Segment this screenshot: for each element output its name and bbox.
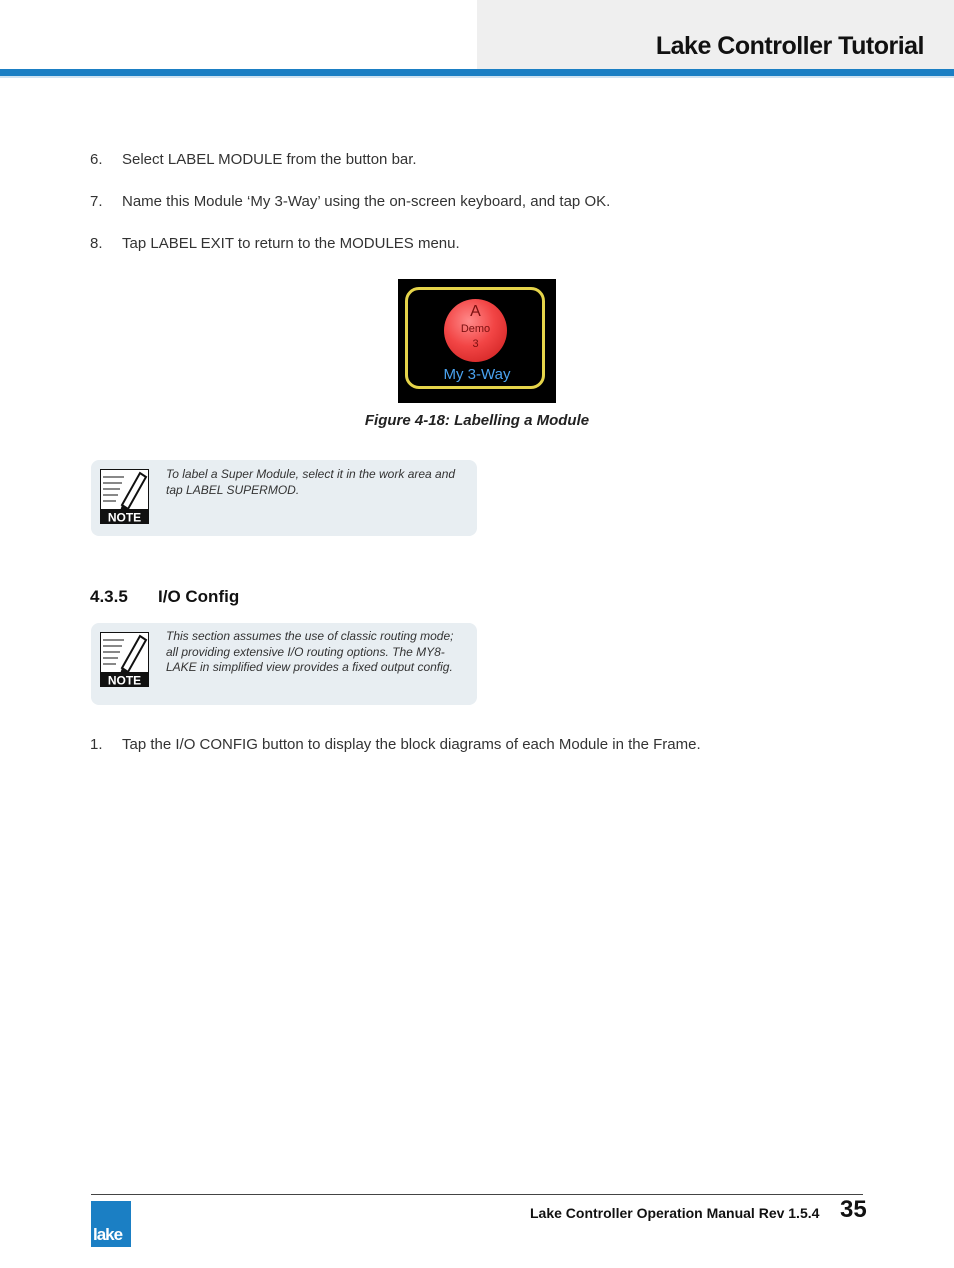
step-number: 1. bbox=[90, 736, 103, 753]
module-figure bbox=[398, 279, 556, 403]
module-icon bbox=[444, 299, 507, 362]
note-box bbox=[91, 460, 477, 536]
note-box bbox=[91, 623, 477, 705]
step-number: 6. bbox=[90, 151, 103, 168]
section-title: I/O Config bbox=[158, 587, 240, 606]
section-heading bbox=[90, 587, 239, 607]
step-8 bbox=[90, 235, 460, 252]
header-rule-light bbox=[0, 76, 954, 78]
module-letter: A bbox=[470, 303, 481, 320]
note-pencil-icon bbox=[100, 469, 149, 524]
note-label: NOTE bbox=[107, 673, 142, 687]
note-text: This section assumes the use of classic routing mode; all providing extensive I/O routing options. The MY8-LAKE in simplified view provides a fixed output config. bbox=[166, 629, 454, 674]
step-number: 8. bbox=[90, 235, 103, 252]
module-line-3: 3 bbox=[472, 338, 479, 350]
step-text: Tap the I/O CONFIG button to display the block diagrams of each Module in the Frame. bbox=[122, 736, 701, 753]
step-text: Select LABEL MODULE from the button bar. bbox=[122, 151, 417, 168]
lake-logo bbox=[91, 1201, 131, 1247]
header-rule bbox=[0, 69, 954, 76]
step-6 bbox=[90, 151, 417, 168]
step-1 bbox=[90, 736, 701, 753]
step-text: Tap LABEL EXIT to return to the MODULES menu. bbox=[122, 235, 460, 252]
module-line-2: Demo bbox=[460, 323, 491, 335]
step-number: 7. bbox=[90, 193, 103, 210]
step-7 bbox=[90, 193, 610, 210]
note-label: NOTE bbox=[107, 510, 142, 524]
footer-rule bbox=[91, 1194, 863, 1195]
note-pencil-icon bbox=[100, 632, 149, 687]
logo-text: lake bbox=[93, 1225, 123, 1244]
page-header-title: Lake Controller Tutorial bbox=[655, 32, 924, 60]
step-text: Name this Module ‘My 3-Way’ using the on-screen keyboard, and tap OK. bbox=[122, 193, 611, 210]
module-name: My 3-Way bbox=[443, 366, 511, 383]
section-number: 4.3.5 bbox=[90, 587, 128, 606]
footer-manual-title: Lake Controller Operation Manual Rev 1.5.4 bbox=[530, 1205, 820, 1221]
figure-caption: Figure 4-18: Labelling a Module bbox=[364, 412, 590, 429]
page-number: 35 bbox=[840, 1196, 867, 1223]
note-text: To label a Super Module, select it in the work area and tap LABEL SUPERMOD. bbox=[166, 467, 456, 497]
